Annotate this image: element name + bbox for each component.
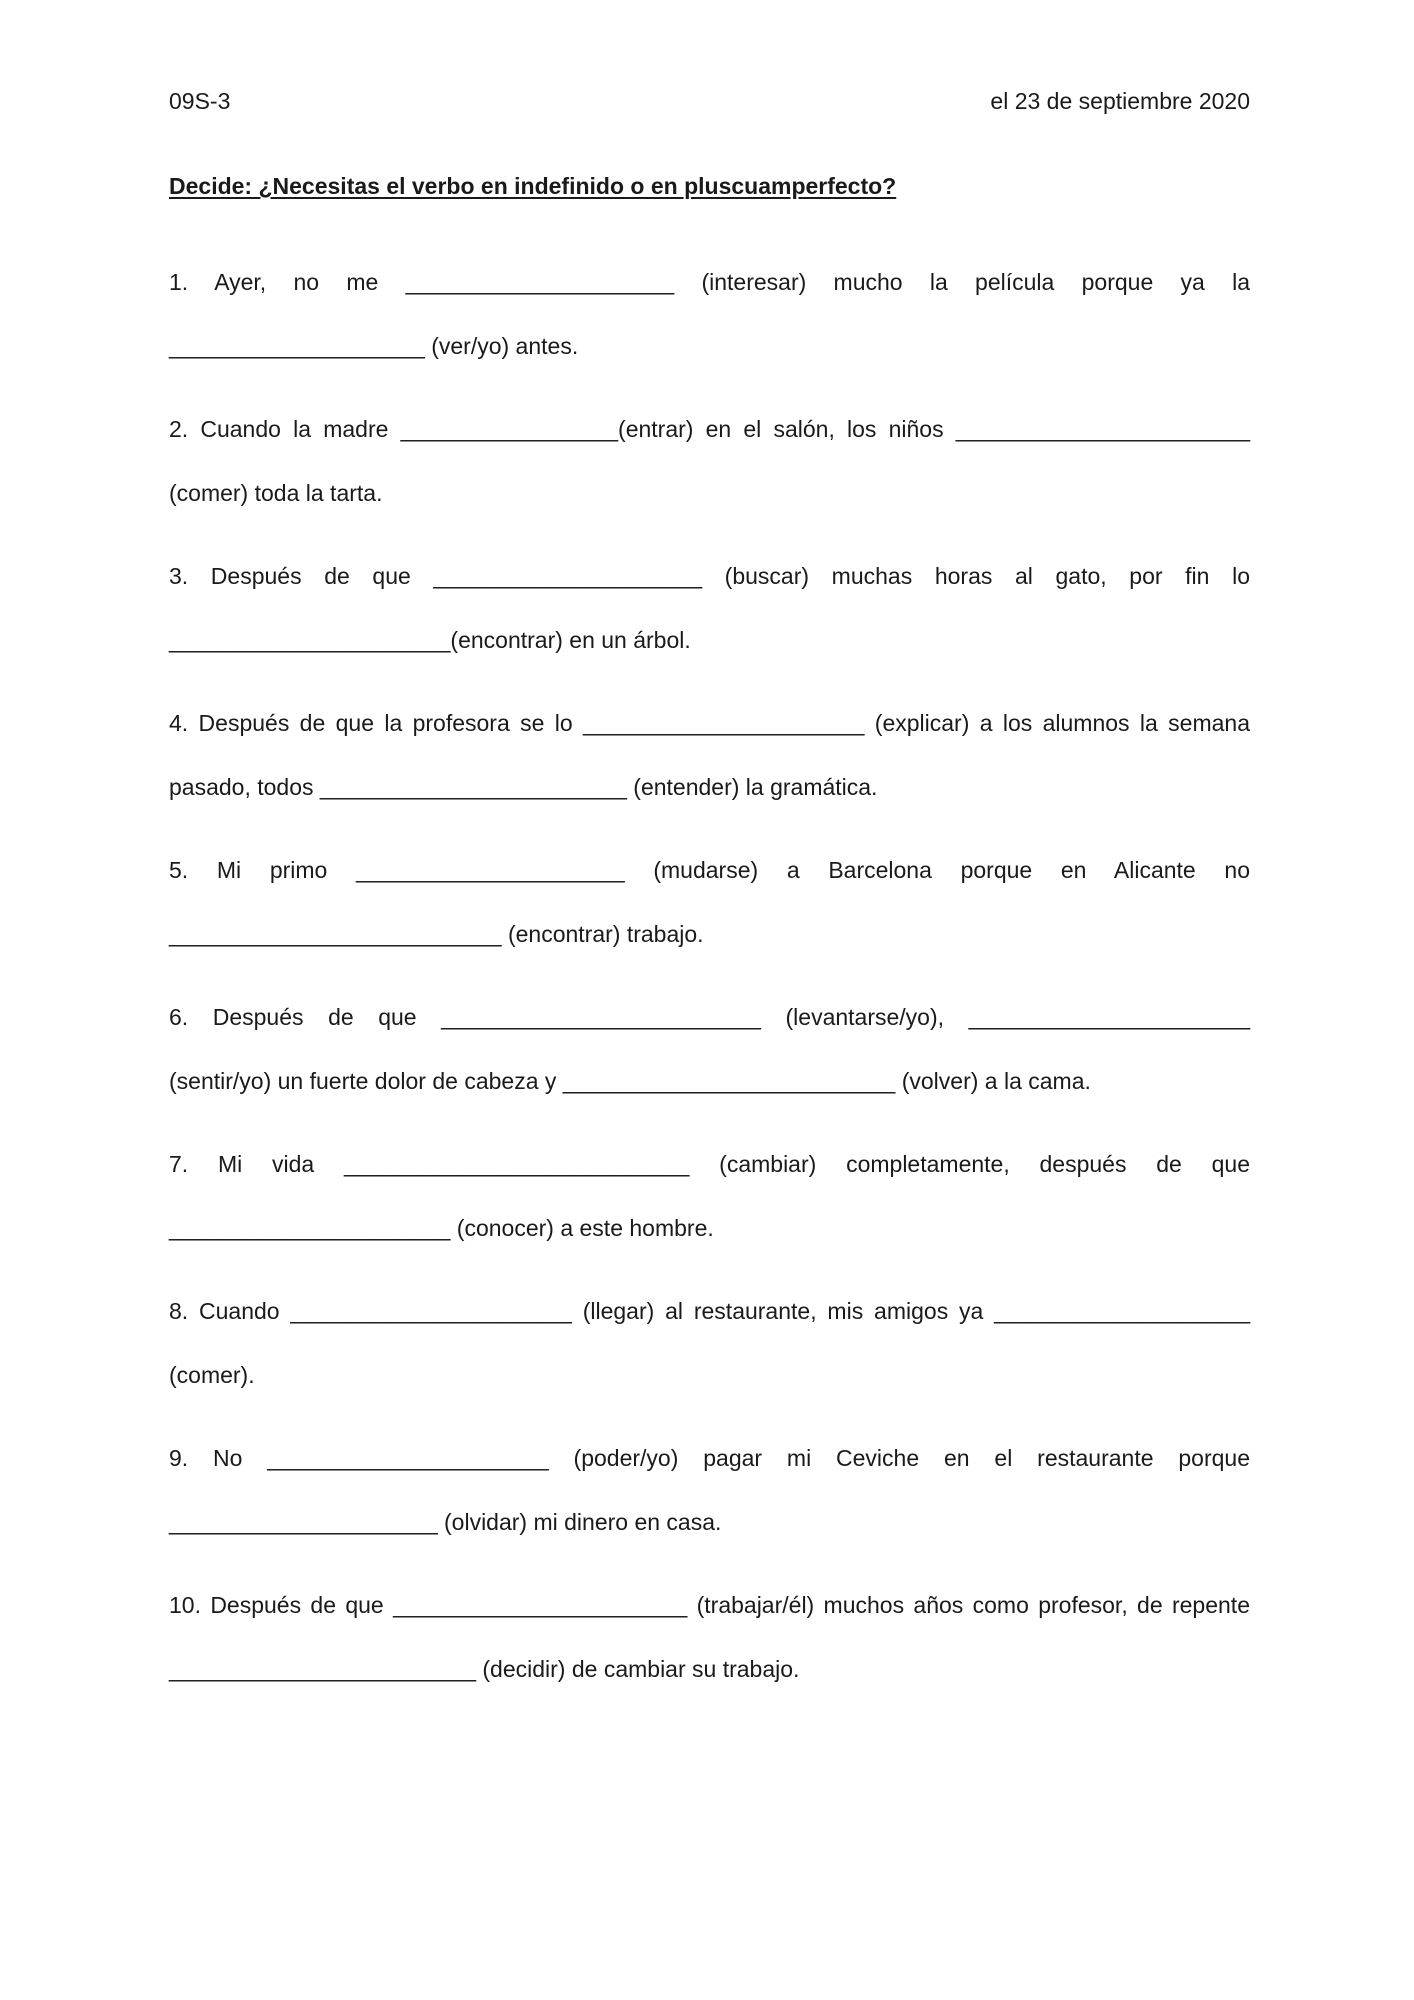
exercise-list: [169, 250, 1250, 1720]
page-header: [169, 86, 1250, 116]
exercise-7-line-2: ______________________ (conocer) a este hombre.: [169, 1215, 714, 1241]
worksheet-title: Decide: ¿Necesitas el verbo en indefinido o en pluscuamperfecto?: [169, 173, 897, 199]
exercise-3-line-1: 3. Después de que _____________________ (buscar) muchas horas al gato, por fin lo: [169, 563, 1250, 589]
exercise-6: [169, 985, 1250, 1113]
exercise-2-line-2: (comer) toda la tarta.: [169, 480, 383, 506]
exercise-6-line-1: 6. Después de que _________________________ (levantarse/yo), ______________________: [169, 1004, 1250, 1030]
exercise-4: [169, 691, 1250, 819]
exercise-4-line-2: pasado, todos ________________________ (entender) la gramática.: [169, 774, 878, 800]
exercise-1-line-2: ____________________ (ver/yo) antes.: [169, 333, 579, 359]
exercise-8: [169, 1279, 1250, 1407]
exercise-8-line-2: (comer).: [169, 1362, 255, 1388]
exercise-5: [169, 838, 1250, 966]
exercise-8-line-1: 8. Cuando ______________________ (llegar) al restaurante, mis amigos ya ____________________: [169, 1298, 1250, 1324]
exercise-9-line-2: _____________________ (olvidar) mi dinero en casa.: [169, 1509, 722, 1535]
exercise-2-line-1: 2. Cuando la madre _________________(entrar) en el salón, los niños _______________________: [169, 416, 1250, 442]
exercise-3-line-2: ______________________(encontrar) en un árbol.: [169, 627, 691, 653]
exercise-10-line-2: ________________________ (decidir) de cambiar su trabajo.: [169, 1656, 800, 1682]
exercise-10: [169, 1573, 1250, 1701]
exercise-1-line-1: 1. Ayer, no me _____________________ (interesar) mucho la película porque ya la: [169, 269, 1250, 295]
exercise-1: [169, 250, 1250, 378]
worksheet-code: 09S-3: [169, 88, 231, 114]
exercise-6-line-2: (sentir/yo) un fuerte dolor de cabeza y __________________________ (volver) a la cama.: [169, 1068, 1091, 1094]
worksheet-date: el 23 de septiembre 2020: [990, 88, 1250, 114]
exercise-9-line-1: 9. No ______________________ (poder/yo) pagar mi Ceviche en el restaurante porque: [169, 1445, 1250, 1471]
exercise-5-line-2: __________________________ (encontrar) trabajo.: [169, 921, 704, 947]
exercise-5-line-1: 5. Mi primo _____________________ (mudarse) a Barcelona porque en Alicante no: [169, 857, 1250, 883]
exercise-9: [169, 1426, 1250, 1554]
exercise-3: [169, 544, 1250, 672]
exercise-7-line-1: 7. Mi vida ___________________________ (cambiar) completamente, después de que: [169, 1151, 1250, 1177]
exercise-10-line-1: 10. Después de que _______________________ (trabajar/él) muchos años como profesor, de repente: [169, 1592, 1250, 1618]
exercise-2: [169, 397, 1250, 525]
exercise-4-line-1: 4. Después de que la profesora se lo ______________________ (explicar) a los alumnos la semana: [169, 710, 1250, 736]
exercise-7: [169, 1132, 1250, 1260]
